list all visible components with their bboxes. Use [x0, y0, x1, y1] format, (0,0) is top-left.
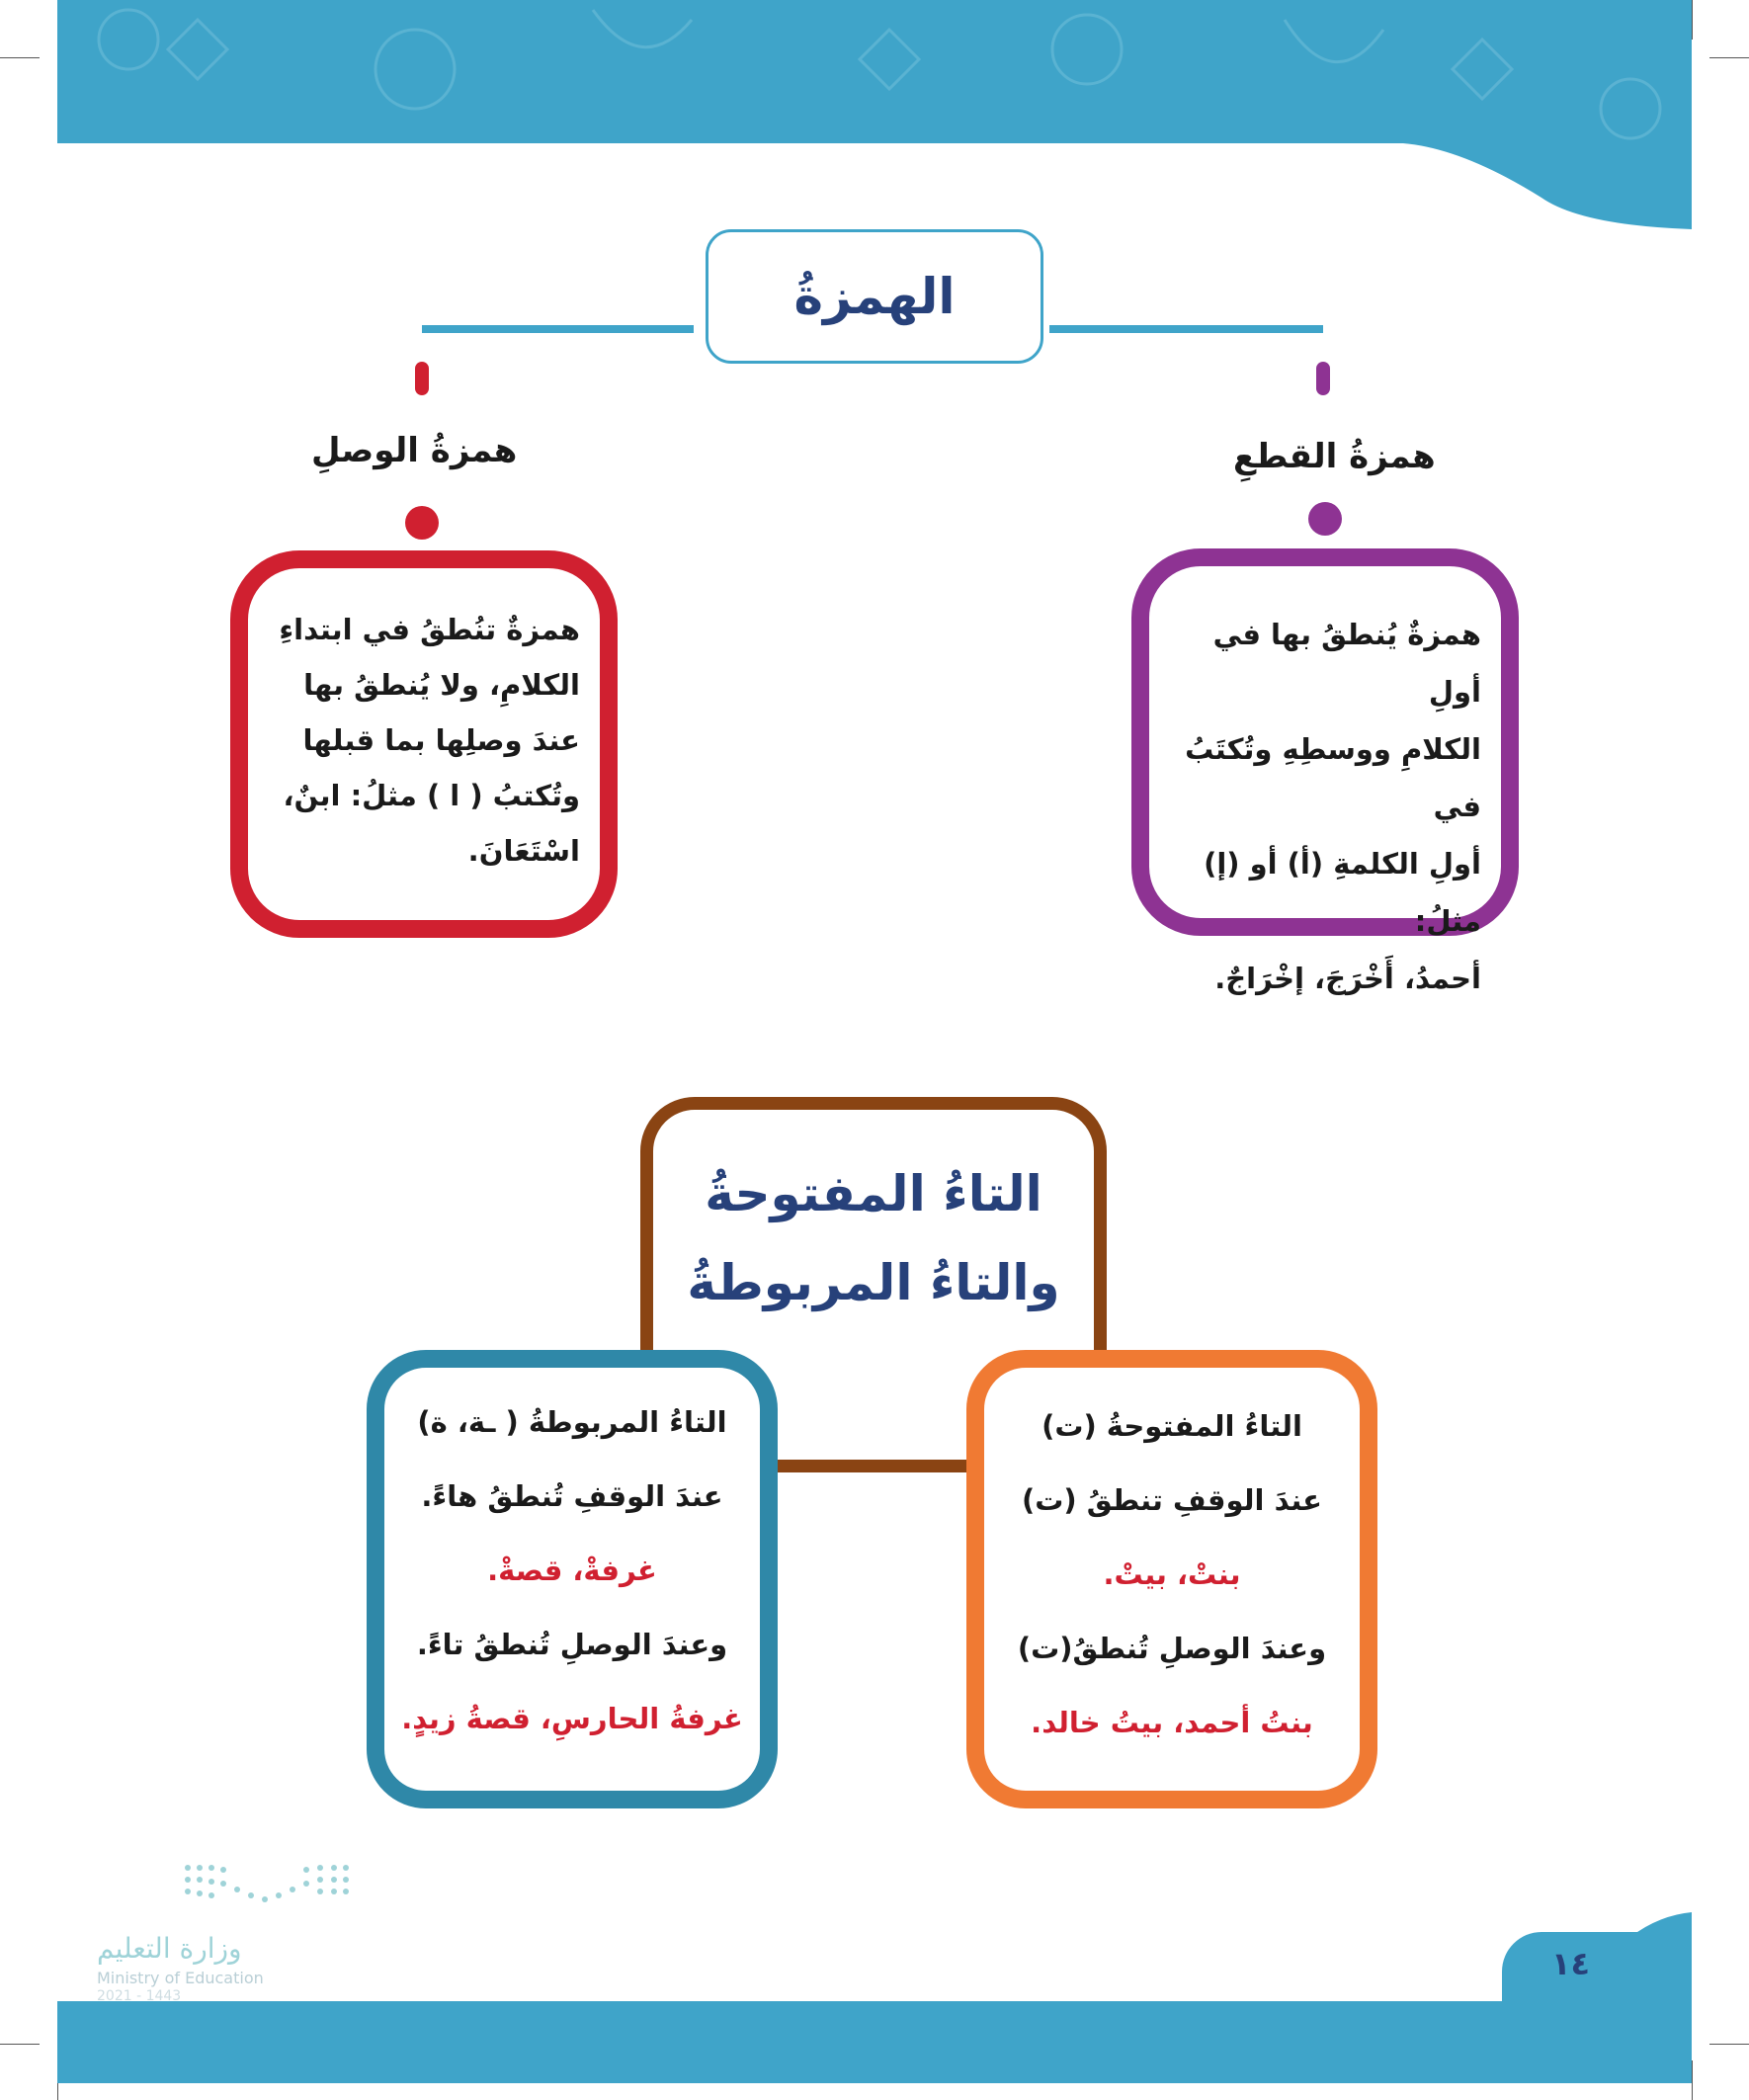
title-box [706, 229, 1043, 364]
text-line: اسْتَعَانَ. [467, 834, 580, 868]
connector-line-right [1049, 325, 1323, 333]
branch-dot [405, 506, 439, 540]
text-line: الكلامِ ووسطِهِ وتُكتَبُ في [1185, 732, 1481, 823]
text-line: وتُكتبُ ( ا ) مثلُ: ابنٌ، [283, 779, 580, 812]
header-banner [0, 0, 1749, 237]
card-text [268, 602, 580, 879]
page-number-box [1502, 1932, 1690, 2001]
taa-title-line2: والتاءُ المربوطةُ [687, 1254, 1060, 1311]
text-line: همزةٌ يُنطقُ بها في أولِ [1212, 618, 1481, 709]
text-line: عندَ الوقفِ تُنطقُ هاءً. [421, 1479, 723, 1513]
page-title: الهمزةُ [793, 268, 956, 325]
text-line: وعندَ الوصلِ تُنطقُ(ت) [1017, 1632, 1327, 1665]
ministry-logo-year: 2021 - 1443 [97, 1988, 182, 2004]
card-hamzat-qat [1131, 548, 1519, 995]
branch-dot [1308, 502, 1342, 536]
card-text [1169, 606, 1481, 1007]
branch-label-wasl: همزةُ الوصلِ [311, 431, 518, 470]
text-line: همزةٌ تنُطقُ في ابتداءِ [279, 613, 580, 646]
card-taa-closed [367, 1350, 778, 1808]
ministry-logo-ar: وزارة التعليم [97, 1932, 242, 1965]
example-line: غرفةْ، قصةْ. [487, 1554, 657, 1587]
example-line: غرفةُ الحارسِ، قصةُ زيدٍ. [401, 1702, 743, 1735]
example-line: بنتْ، بيتْ. [1103, 1557, 1241, 1591]
connector-line-left [422, 325, 694, 333]
card-taa-open [966, 1350, 1377, 1808]
page-number: ١٤ [1551, 1945, 1591, 1982]
card-hamzat-wasl [230, 550, 618, 938]
text-line: أولِ الكلمةِ (أ) أو (إ) مثلُ: [1204, 847, 1481, 938]
branch-label-qat: همزةُ القطعِ [1233, 437, 1436, 476]
footer-banner [0, 1907, 1749, 2085]
taa-title-line1: التاءُ المفتوحةُ [705, 1165, 1042, 1222]
text-line: الكلامِ، ولا يُنطقُ بها [303, 668, 580, 702]
branch-dot-small [1316, 362, 1330, 395]
heading: التاءُ المفتوحةُ (ت) [1041, 1409, 1302, 1443]
text-line: عندَ وصلِها بما قبلها [302, 723, 580, 757]
branch-dot-small [415, 362, 429, 395]
text-line: وعندَ الوصلِ تُنطقُ تاءً. [416, 1628, 728, 1661]
heading: التاءُ المربوطةُ ( ـة، ة) [417, 1405, 727, 1439]
text-line: أحمدُ، أَخْرَجَ، إخْرَاجٌ. [1214, 962, 1481, 995]
example-line: بنتُ أحمد، بيتُ خالد. [1031, 1706, 1313, 1739]
ministry-logo-en: Ministry of Education [97, 1969, 264, 1987]
text-line: عندَ الوقفِ تنطقُ (ت) [1022, 1483, 1322, 1517]
